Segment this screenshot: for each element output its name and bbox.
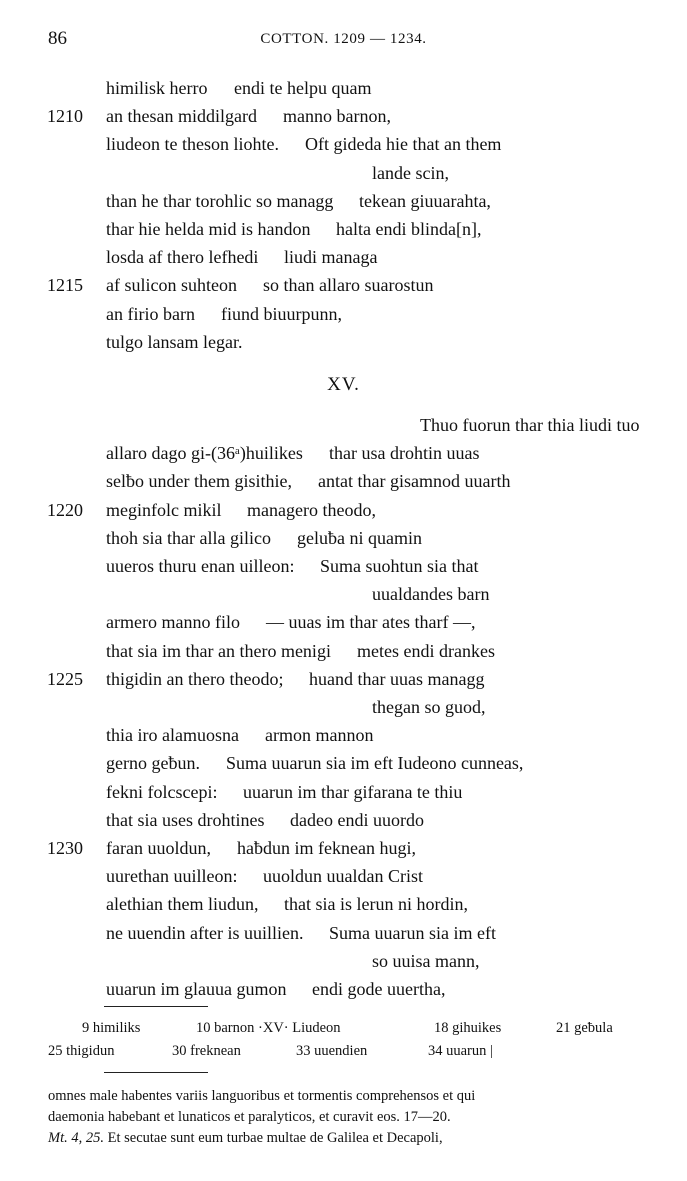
verse-first-half: than he thar torohlic so managg: [106, 190, 334, 211]
verse-continuation: so uuisa mann,: [372, 950, 480, 971]
verse-second-half: manno barnon,: [283, 106, 391, 127]
footnote: 25 thigidun: [48, 1043, 115, 1059]
verse-line: [0, 975, 687, 1003]
verse-line: [0, 496, 687, 524]
running-head: COTTON. 1209 — 1234.: [260, 31, 427, 47]
verse-second-half: dadeo endi uuordo: [290, 809, 424, 830]
verse-second-half: so than allaro suarostun: [263, 275, 434, 296]
latin-note: [48, 1086, 638, 1149]
verse-second-half: liudi managa: [284, 247, 378, 268]
verse-line: [0, 300, 687, 328]
verse-second-half: armon mannon: [265, 725, 374, 746]
verse-first-half: that sia uses drohtines: [106, 809, 265, 830]
line-number: 1225: [47, 668, 83, 689]
footnote: 33 uuendien: [296, 1043, 368, 1059]
verse-second-half: Suma uuarun sia im eft: [329, 922, 496, 943]
footnote: 10 barnon ·XV· Liudeon: [196, 1020, 341, 1036]
verse-first-half: losda af thero lefhedi: [106, 247, 259, 268]
verse-line: [0, 552, 687, 580]
verse-second-half: managero theodo,: [247, 499, 376, 520]
verse-line: [0, 721, 687, 749]
verse-continuation: lande scin,: [372, 162, 449, 183]
line-number: 1210: [47, 106, 83, 127]
verse-first-half: gerno geƀun.: [106, 753, 200, 774]
verse-first-half: thigidin an thero theodo;: [106, 668, 284, 689]
verse-second-half: Thuo fuorun thar thia liudi tuo: [420, 415, 640, 435]
section-heading: XV.: [327, 374, 360, 395]
verse-line: [0, 862, 687, 890]
line-number: 1230: [47, 838, 83, 858]
footnote: 9 himiliks: [82, 1020, 141, 1036]
verse-line: [0, 947, 687, 975]
verse-line: [0, 665, 687, 693]
verse-first-half: liudeon te theson liohte.: [106, 134, 279, 155]
verse-continuation: uualdandes barn: [372, 584, 490, 605]
verse-first-half: himilisk herro: [106, 78, 208, 98]
verse-line: [0, 834, 687, 862]
verse-line: [0, 919, 687, 947]
verse-line: [0, 439, 687, 467]
footnote: 30 freknean: [172, 1043, 241, 1059]
verse-first-half: faran uuoldun,: [106, 838, 211, 858]
verse-second-half: — uuas im thar ates tharf —,: [266, 612, 476, 633]
verse-line: [0, 74, 687, 102]
verse-line: [0, 159, 687, 187]
verse-first-half: tulgo lansam legar.: [106, 331, 243, 352]
verse-first-half: alethian them liudun,: [106, 894, 259, 915]
verse-line: [0, 778, 687, 806]
verse-second-half: antat thar gisamnod uuarth: [318, 471, 511, 492]
verse-line: [0, 890, 687, 918]
verse-line: [0, 467, 687, 495]
verse-first-half: armero manno filo: [106, 612, 240, 633]
footnote: 34 uuarun |: [428, 1043, 493, 1059]
verse-second-half: halta endi blinda[n],: [336, 219, 482, 239]
verse-line: [0, 637, 687, 665]
latin-note-line: omnes male habentes variis languoribus et tormentis comprehensos et qui: [48, 1088, 476, 1104]
verse-second-half: endi te helpu quam: [234, 78, 372, 98]
verse-second-half: that sia is lerun ni hordin,: [284, 894, 468, 915]
verse-line: [0, 328, 687, 356]
latin-note-line: [48, 1128, 638, 1149]
line-number: 1220: [47, 499, 83, 520]
note-rule: [104, 1072, 208, 1073]
verse-second-half: thar usa drohtin uuas: [329, 443, 480, 464]
verse-first-half: thia iro alamuosna: [106, 725, 239, 746]
verse-first-half: uuarun im glauua gumon: [106, 979, 287, 999]
verse-line: [0, 130, 687, 158]
verse-line: [0, 693, 687, 721]
verse-first-half: meginfolc mikil: [106, 499, 222, 520]
footnote-row: [0, 1020, 687, 1042]
verse-first-half: an firio barn: [106, 303, 195, 324]
verse-second-half: tekean giuuarahta,: [359, 190, 491, 211]
verse-first-half: ne uuendin after is uuillien.: [106, 922, 304, 943]
verse-second-half: uuoldun uualdan Crist: [263, 866, 423, 887]
verse-first-half: thar hie helda mid is handon: [106, 219, 311, 239]
footnote: 21 geƀula: [556, 1020, 613, 1036]
verse-line: [0, 608, 687, 636]
verse-second-half: uuarun im thar gifarana te thiu: [243, 781, 463, 802]
verse-second-half: Suma uuarun sia im eft Iudeono cunneas,: [226, 753, 524, 774]
verse-first-half: selƀo under them gisithie,: [106, 471, 292, 492]
verse-first-half: uueros thuru enan uilleon:: [106, 556, 295, 576]
verse-line: [0, 524, 687, 552]
footnote: 18 gihuikes: [434, 1020, 502, 1036]
verse-first-half: fekni folcscepi:: [106, 781, 218, 802]
verse-second-half: Oft gideda hie that an them: [305, 134, 502, 155]
verse-second-half: fiund biuurpunn,: [221, 303, 342, 324]
scripture-reference: Mt. 4, 25.: [48, 1130, 104, 1146]
footnote-row: [0, 1043, 687, 1065]
latin-note-line: daemonia habebant et lunaticos et paralyticos, et curavit eos. 17—20.: [48, 1109, 451, 1125]
verse-first-half: uurethan uuilleon:: [106, 866, 238, 887]
verse-second-half: Suma suohtun sia that: [320, 556, 479, 576]
latin-note-text: Et secutae sunt eum turbae multae de Galilea et Decapoli,: [103, 1130, 443, 1146]
verse-first-half: an thesan middilgard: [106, 106, 257, 127]
verse-first-half: that sia im thar an thero menigi: [106, 640, 331, 661]
page-number: 86: [48, 28, 67, 49]
verse-line: [0, 102, 687, 130]
verse-line: [0, 749, 687, 777]
verse-second-half: haƀdun im feknean hugi,: [237, 838, 416, 858]
footnote-rule: [104, 1006, 208, 1007]
verse-line: [0, 215, 687, 243]
verse-line: [0, 580, 687, 608]
verse-line: [0, 271, 687, 299]
verse-second-half: huand thar uuas managg: [309, 668, 485, 689]
verse-second-half: endi gode uuertha,: [312, 979, 446, 999]
verse-first-half: allaro dago gi-(36ᵃ)huilikes: [106, 443, 303, 464]
verse-line: [0, 243, 687, 271]
verse-second-half: geluƀa ni quamin: [297, 527, 422, 548]
verse-line: [0, 187, 687, 215]
verse-second-half: metes endi drankes: [357, 640, 495, 661]
verse-first-half: thoh sia thar alla gilico: [106, 527, 271, 548]
verse-continuation: thegan so guod,: [372, 697, 486, 717]
line-number: 1215: [47, 275, 83, 296]
verse-line: [0, 806, 687, 834]
page-header: [48, 28, 639, 56]
verse-line: [0, 411, 687, 439]
verse-first-half: af sulicon suhteon: [106, 275, 237, 296]
